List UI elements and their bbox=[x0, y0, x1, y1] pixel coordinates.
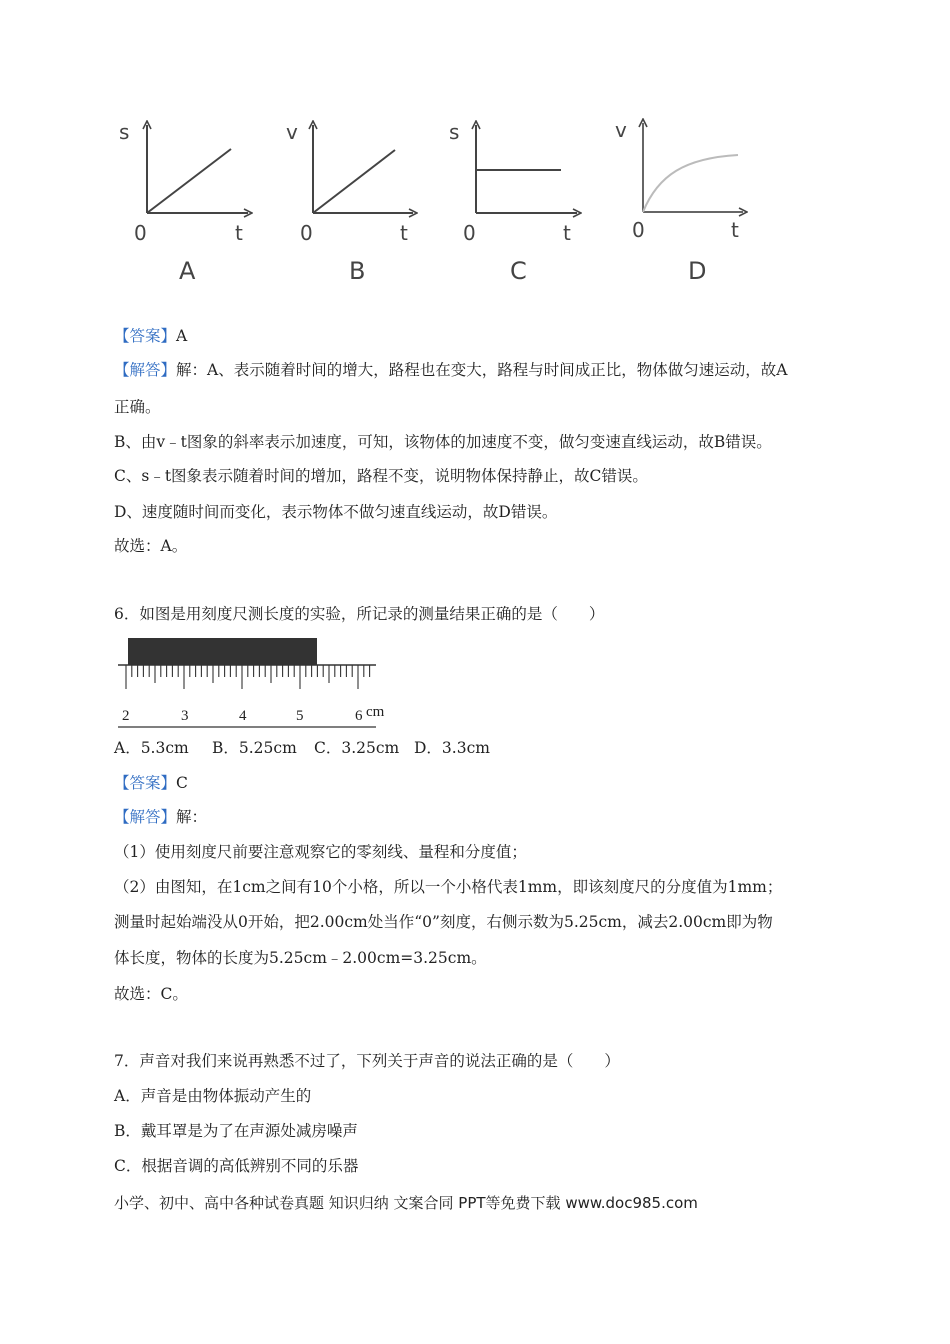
graph-d-curve bbox=[643, 155, 738, 212]
graph-c bbox=[449, 120, 577, 285]
graph-b-xlabel: t bbox=[400, 221, 408, 245]
q5-answer: A bbox=[176, 327, 188, 345]
page-footer: 小学、初中、高中各种试卷真题 知识归纳 文案合同 PPT等免费下载 www.doc985.com bbox=[114, 1194, 698, 1212]
q6-solution-line bbox=[114, 807, 207, 827]
q7-option-b: B．戴耳罩是为了在声源处减房噪声 bbox=[114, 1122, 358, 1140]
graph-c-caption: C bbox=[510, 257, 527, 285]
q7-option-a: A．声音是由物体振动产生的 bbox=[114, 1087, 312, 1105]
q6-option-b: B．5.25cm bbox=[212, 739, 297, 757]
q6-answer: C bbox=[176, 774, 188, 792]
graph-b-ylabel: v bbox=[286, 120, 298, 144]
graph-a-xlabel: t bbox=[235, 221, 243, 245]
q6-step-3b: 体长度，物体的长度为5.25cm﹣2.00cm=3.25cm。 bbox=[114, 949, 487, 967]
q5-solution-c: C、s﹣t图象表示随着时间的增加，路程不变，说明物体保持静止，故C错误。 bbox=[114, 467, 648, 485]
q7-option-c: C．根据音调的高低辨别不同的乐器 bbox=[114, 1157, 359, 1175]
graph-d bbox=[615, 118, 743, 285]
q5-answer-tag: 【答案】 bbox=[114, 327, 177, 345]
q5-solution-b: B、由v﹣t图象的斜率表示加速度，可知，该物体的加速度不变，做匀变速直线运动，故B错误。 bbox=[114, 433, 772, 451]
q6-solution-tag: 【解答】 bbox=[114, 808, 177, 826]
ruler-figure bbox=[112, 636, 392, 728]
ruler-svg bbox=[112, 636, 392, 728]
q7-question: 7．声音对我们来说再熟悉不过了，下列关于声音的说法正确的是（ ） bbox=[114, 1052, 620, 1070]
graph-a-curve bbox=[147, 149, 231, 213]
graph-d-ylabel: v bbox=[615, 118, 627, 142]
q6-step-2: （2）由图知，在1cm之间有10个小格，所以一个小格代表1mm，即该刻度尺的分度值为1mm； bbox=[114, 878, 783, 896]
q6-solution-intro: 解： bbox=[176, 808, 208, 826]
graph-a-origin: 0 bbox=[134, 221, 147, 245]
graph-d-caption: D bbox=[688, 257, 707, 285]
q5-solution-line-2: 正确。 bbox=[114, 398, 161, 416]
graph-c-origin: 0 bbox=[463, 221, 476, 245]
ruler-label-5: 5 bbox=[296, 708, 304, 724]
q5-solution-line-1 bbox=[114, 360, 787, 380]
graph-c-ylabel: s bbox=[449, 120, 460, 144]
graph-d-xlabel: t bbox=[731, 218, 739, 242]
graph-b bbox=[286, 120, 413, 285]
graph-b-origin: 0 bbox=[300, 221, 313, 245]
graph-c-xlabel: t bbox=[563, 221, 571, 245]
q6-option-c: C．3.25cm bbox=[314, 739, 400, 757]
q6-option-d: D．3.3cm bbox=[414, 739, 490, 757]
q6-question: 6．如图是用刻度尺测长度的实验，所记录的测量结果正确的是（ ） bbox=[114, 605, 605, 623]
q6-step-3a: 测量时起始端没从0开始，把2.00cm处当作“0”刻度，右侧示数为5.25cm，减去2.00cm即为物 bbox=[114, 913, 773, 931]
graph-d-origin: 0 bbox=[632, 218, 645, 242]
graph-a bbox=[119, 120, 248, 285]
q5-solution-text-1: 解：A、表示随着时间的增大，路程也在变大，路程与时间成正比，物体做匀速运动，故A bbox=[176, 361, 788, 379]
motion-graphs-svg bbox=[110, 115, 760, 290]
q5-solution-tag: 【解答】 bbox=[114, 361, 177, 379]
motion-graphs-figure bbox=[110, 115, 760, 290]
q6-answer-tag: 【答案】 bbox=[114, 774, 177, 792]
q6-options bbox=[114, 738, 490, 758]
graph-a-ylabel: s bbox=[119, 120, 130, 144]
ruler-label-4: 4 bbox=[239, 708, 247, 724]
ruler-label-3: 3 bbox=[181, 708, 189, 724]
ruler-ticks bbox=[126, 665, 370, 689]
q6-choice: 故选：C。 bbox=[114, 985, 188, 1003]
q6-option-a: A．5.3cm bbox=[114, 739, 189, 757]
q5-solution-d: D、速度随时间而变化，表示物体不做匀速直线运动，故D错误。 bbox=[114, 503, 558, 521]
graph-a-caption: A bbox=[179, 257, 196, 285]
graph-b-caption: B bbox=[349, 257, 366, 285]
q5-answer-line bbox=[114, 326, 187, 346]
ruler-unit: cm bbox=[366, 704, 385, 720]
q6-answer-line bbox=[114, 773, 188, 793]
q5-choice: 故选：A。 bbox=[114, 537, 188, 555]
ruler-label-2: 2 bbox=[122, 708, 130, 724]
ruler-label-6: 6 bbox=[355, 708, 363, 724]
graph-b-curve bbox=[313, 150, 395, 213]
q6-step-1: （1）使用刻度尺前要注意观察它的零刻线、量程和分度值； bbox=[114, 843, 527, 861]
measured-object bbox=[128, 638, 317, 665]
